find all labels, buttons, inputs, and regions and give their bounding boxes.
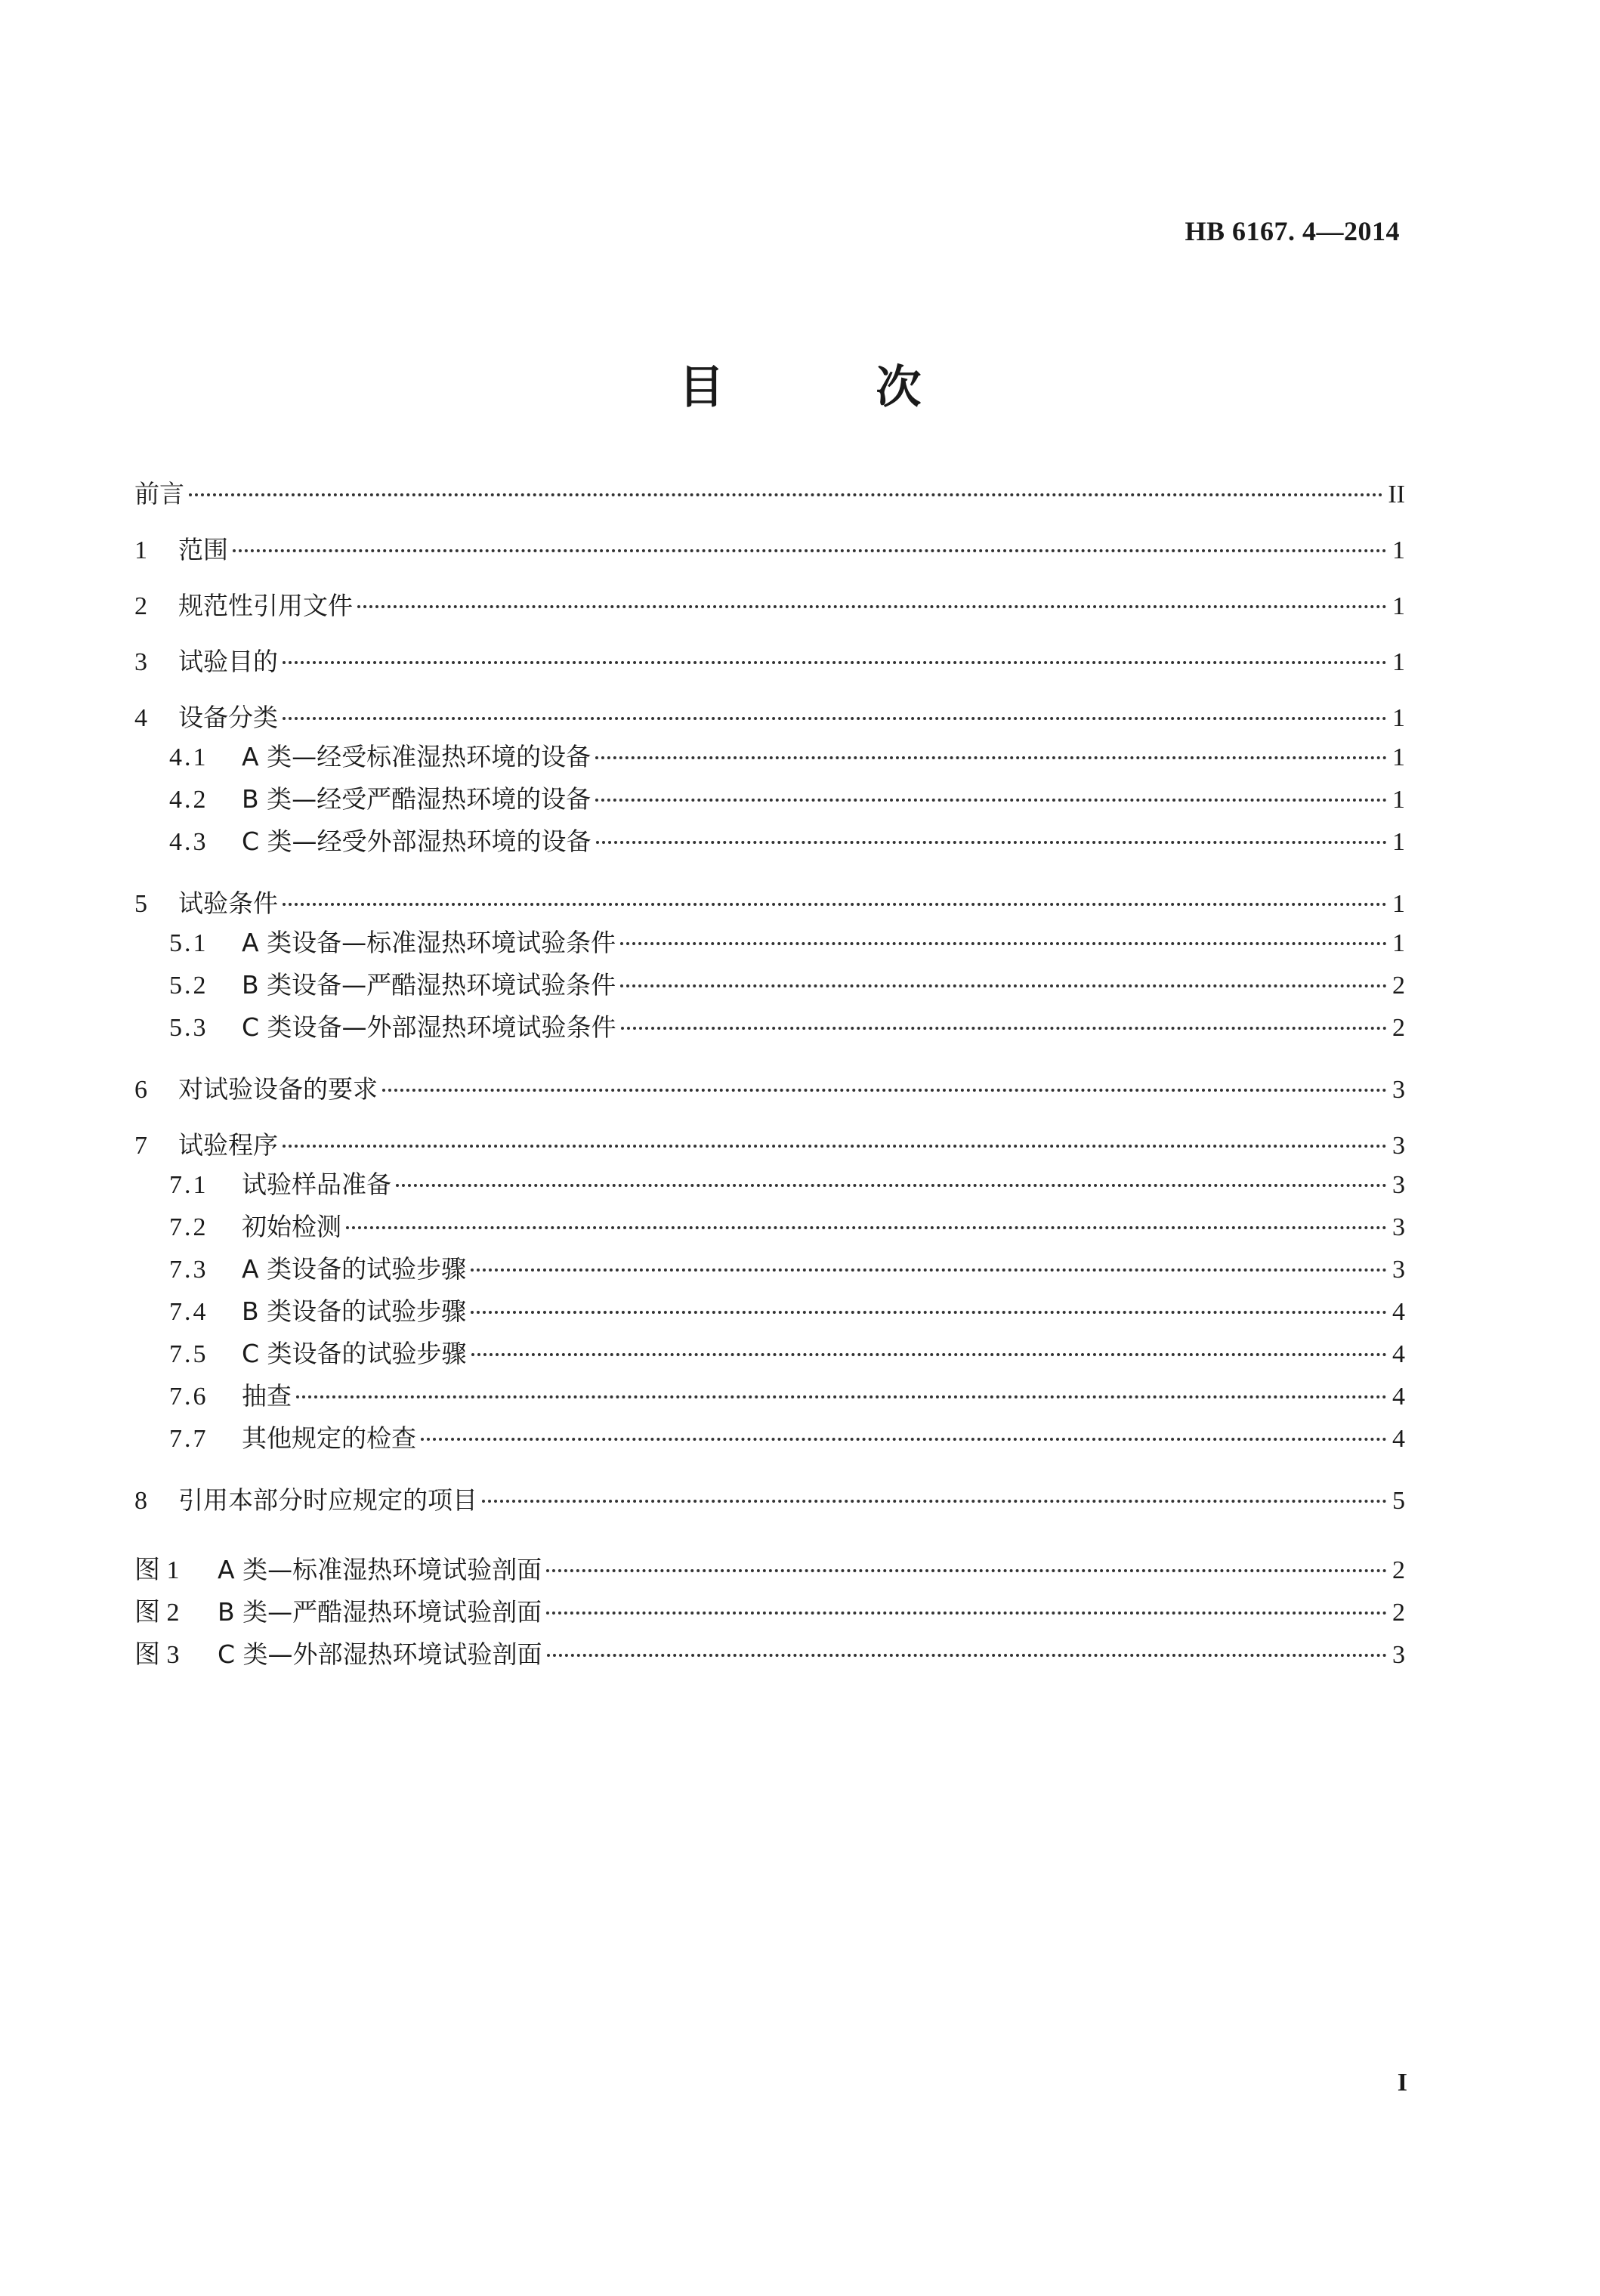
toc-entry-page: 1 xyxy=(1392,929,1405,957)
toc-entry-page: 3 xyxy=(1392,1171,1405,1199)
toc-entry-page: 3 xyxy=(1392,1256,1405,1284)
toc-entry-page: 4 xyxy=(1392,1340,1405,1368)
dot-leader xyxy=(471,1269,1387,1272)
toc-entry-number: 7.4 xyxy=(169,1298,208,1326)
toc-entry-text: 对试验设备的要求 xyxy=(178,1074,378,1104)
dot-leader xyxy=(620,984,1387,987)
toc-entry-text: 规范性引用文件 xyxy=(178,591,353,620)
toc-entry-page: 1 xyxy=(1392,743,1405,771)
toc-entry-7-3[interactable] xyxy=(134,1250,1405,1292)
toc-entry-text: 其他规定的检查 xyxy=(242,1423,416,1453)
toc-entry-page: II xyxy=(1388,481,1405,508)
toc-entry-4-3[interactable] xyxy=(134,822,1405,864)
toc-entry-page: 3 xyxy=(1392,1213,1405,1241)
dot-leader xyxy=(620,942,1387,945)
toc-entry-text: B 类设备—严酷湿热环境试验条件 xyxy=(242,970,616,1000)
toc-entry-number: 4 xyxy=(134,704,147,732)
toc-entry-5-3[interactable] xyxy=(134,1008,1405,1050)
dot-leader xyxy=(471,1353,1387,1356)
dot-leader xyxy=(233,549,1387,552)
toc-entry-number: 7.3 xyxy=(169,1256,208,1284)
dot-leader xyxy=(283,717,1387,720)
dot-leader xyxy=(357,605,1387,608)
dot-leader xyxy=(346,1226,1387,1229)
toc-entry-8[interactable] xyxy=(134,1481,1405,1517)
dot-leader xyxy=(546,1612,1387,1615)
toc-figure-text: C 类—外部湿热环境试验剖面 xyxy=(218,1639,542,1669)
toc-figure-text: B 类—严酷湿热环境试验剖面 xyxy=(218,1597,542,1627)
table-of-contents xyxy=(134,474,1405,1676)
toc-entry-page: 2 xyxy=(1392,1014,1405,1042)
toc-entry-7-4[interactable] xyxy=(134,1292,1405,1334)
toc-entry-number: 4.1 xyxy=(169,743,208,771)
toc-figure-2[interactable] xyxy=(134,1591,1405,1633)
toc-entry-foreword[interactable] xyxy=(134,474,1405,511)
toc-entry-2[interactable] xyxy=(134,586,1405,623)
toc-entry-3[interactable] xyxy=(134,642,1405,678)
dot-leader xyxy=(471,1311,1387,1314)
toc-entry-page: 4 xyxy=(1392,1425,1405,1453)
toc-entry-5-2[interactable] xyxy=(134,966,1405,1008)
toc-entry-text: 试验条件 xyxy=(178,888,278,918)
dot-leader xyxy=(421,1438,1387,1441)
toc-entry-page: 1 xyxy=(1392,536,1405,564)
toc-entry-number: 7 xyxy=(134,1132,147,1160)
toc-entry-4-2[interactable] xyxy=(134,780,1405,822)
toc-entry-text: B 类设备的试验步骤 xyxy=(242,1296,467,1326)
toc-figure-page: 2 xyxy=(1392,1556,1405,1584)
dot-leader xyxy=(396,1184,1387,1187)
toc-entry-text: C 类—经受外部湿热环境的设备 xyxy=(242,827,592,856)
toc-entry-4-1[interactable] xyxy=(134,737,1405,780)
page-title: 目 次 xyxy=(678,361,990,414)
toc-entry-page: 1 xyxy=(1392,890,1405,918)
toc-entry-text: A 类设备的试验步骤 xyxy=(242,1254,467,1284)
toc-entry-4[interactable] xyxy=(134,698,1405,734)
toc-entry-number: 4.2 xyxy=(169,786,208,814)
toc-figure-page: 3 xyxy=(1392,1641,1405,1669)
toc-entry-page: 4 xyxy=(1392,1383,1405,1411)
toc-figure-1[interactable] xyxy=(134,1549,1405,1591)
toc-figure-number: 图 2 xyxy=(134,1599,180,1627)
toc-entry-page: 1 xyxy=(1392,828,1405,856)
dot-leader xyxy=(382,1089,1387,1092)
toc-entry-number: 4.3 xyxy=(169,828,208,856)
dot-leader xyxy=(283,903,1387,906)
toc-entry-page: 1 xyxy=(1392,648,1405,676)
toc-entry-page: 2 xyxy=(1392,972,1405,1000)
dot-leader xyxy=(482,1500,1387,1503)
toc-entry-number: 5 xyxy=(134,890,147,918)
dot-leader xyxy=(547,1654,1387,1657)
toc-entry-number: 5.2 xyxy=(169,972,208,1000)
dot-leader xyxy=(283,661,1387,664)
toc-entry-number: 7.5 xyxy=(169,1340,208,1368)
toc-entry-page: 3 xyxy=(1392,1132,1405,1160)
toc-entry-1[interactable] xyxy=(134,530,1405,567)
toc-entry-number: 5.1 xyxy=(169,929,208,957)
toc-entry-page: 1 xyxy=(1392,786,1405,814)
toc-entry-number: 7.6 xyxy=(169,1383,208,1411)
toc-entry-text: 前言 xyxy=(134,479,184,508)
toc-entry-number: 8 xyxy=(134,1487,147,1515)
toc-entry-7-1[interactable] xyxy=(134,1165,1405,1207)
toc-entry-7-6[interactable] xyxy=(134,1377,1405,1419)
toc-entry-7-5[interactable] xyxy=(134,1334,1405,1377)
toc-entry-7-2[interactable] xyxy=(134,1207,1405,1250)
toc-entry-page: 5 xyxy=(1392,1487,1405,1515)
document-code: HB 6167. 4—2014 xyxy=(1185,216,1400,246)
toc-entry-number: 2 xyxy=(134,592,147,620)
toc-figure-3[interactable] xyxy=(134,1633,1405,1676)
dot-leader xyxy=(595,756,1387,759)
dot-leader xyxy=(296,1395,1387,1398)
dot-leader xyxy=(595,799,1387,802)
toc-entry-text: 设备分类 xyxy=(178,703,278,732)
toc-entry-text: 引用本部分时应规定的项目 xyxy=(178,1485,477,1515)
toc-entry-page: 1 xyxy=(1392,704,1405,732)
toc-figure-number: 图 3 xyxy=(134,1641,180,1669)
toc-entry-number: 6 xyxy=(134,1076,147,1104)
toc-entry-page: 1 xyxy=(1392,592,1405,620)
toc-entry-7[interactable] xyxy=(134,1126,1405,1162)
toc-entry-text: 试验样品准备 xyxy=(242,1170,391,1199)
toc-entry-page: 4 xyxy=(1392,1298,1405,1326)
toc-entry-number: 3 xyxy=(134,648,147,676)
toc-entry-text: B 类—经受严酷湿热环境的设备 xyxy=(242,784,592,814)
toc-entry-number: 7.7 xyxy=(169,1425,208,1453)
dot-leader xyxy=(283,1145,1387,1148)
toc-entry-5[interactable] xyxy=(134,884,1405,920)
toc-entry-5-1[interactable] xyxy=(134,923,1405,966)
toc-entry-text: 试验目的 xyxy=(178,647,278,676)
toc-entry-number: 7.1 xyxy=(169,1171,208,1199)
toc-entry-number: 1 xyxy=(134,536,147,564)
toc-entry-text: C 类设备的试验步骤 xyxy=(242,1339,467,1368)
toc-figure-text: A 类—标准湿热环境试验剖面 xyxy=(218,1555,542,1584)
dot-leader xyxy=(546,1569,1387,1572)
toc-entry-number: 5.3 xyxy=(169,1014,208,1042)
dot-leader xyxy=(596,841,1387,844)
toc-entry-page: 3 xyxy=(1392,1076,1405,1104)
toc-entry-text: C 类设备—外部湿热环境试验条件 xyxy=(242,1012,616,1042)
toc-entry-text: A 类—经受标准湿热环境的设备 xyxy=(242,742,592,771)
toc-entry-7-7[interactable] xyxy=(134,1419,1405,1461)
toc-entry-text: 初始检测 xyxy=(242,1212,341,1241)
dot-leader xyxy=(189,493,1383,496)
toc-entry-text: A 类设备—标准湿热环境试验条件 xyxy=(242,928,616,957)
toc-entry-number: 7.2 xyxy=(169,1213,208,1241)
toc-entry-text: 抽查 xyxy=(242,1381,292,1411)
page-number: I xyxy=(1397,2069,1407,2097)
toc-entry-6[interactable] xyxy=(134,1070,1405,1106)
toc-entry-text: 范围 xyxy=(178,535,228,564)
toc-figure-number: 图 1 xyxy=(134,1556,180,1584)
dot-leader xyxy=(621,1027,1387,1030)
toc-figure-page: 2 xyxy=(1392,1599,1405,1627)
toc-entry-text: 试验程序 xyxy=(178,1130,278,1160)
